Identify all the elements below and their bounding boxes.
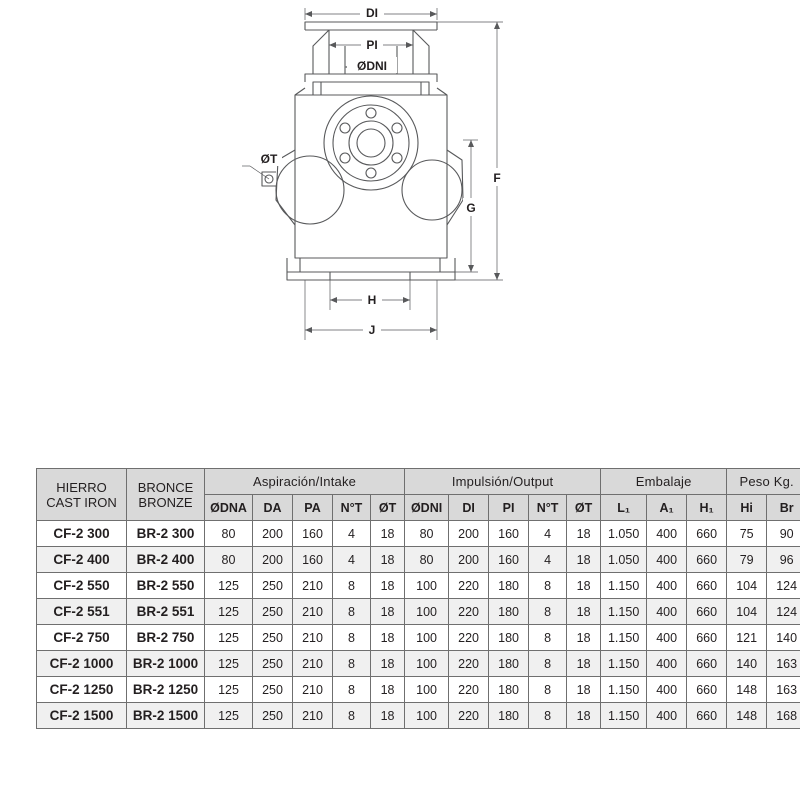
cell-model-bronze: BR-2 1000 (127, 651, 205, 677)
cell-di: 220 (449, 599, 489, 625)
cell-nt-a: 8 (333, 599, 371, 625)
cell-model-iron: CF-2 1000 (37, 651, 127, 677)
cell-nt-a: 8 (333, 677, 371, 703)
header-a1: A₁ (647, 495, 687, 521)
cell-br: 163 (767, 651, 800, 677)
table-row (37, 703, 800, 729)
cell-hi: 104 (727, 573, 767, 599)
cell-odna: 125 (205, 599, 253, 625)
cell-di: 220 (449, 651, 489, 677)
dim-label-g: G (466, 201, 476, 215)
header-odni: ØDNI (405, 495, 449, 521)
cell-hi: 121 (727, 625, 767, 651)
cell-pa: 210 (293, 625, 333, 651)
cell-pa: 160 (293, 547, 333, 573)
cell-nt-i: 4 (529, 547, 567, 573)
cell-nt-i: 8 (529, 677, 567, 703)
cell-a1: 400 (647, 573, 687, 599)
dim-label-di: DI (366, 6, 378, 20)
specification-table (36, 468, 798, 729)
cell-model-iron: CF-2 400 (37, 547, 127, 573)
dim-label-ot: ØT (260, 152, 278, 166)
dim-label-odni: ØDNI (357, 59, 387, 73)
cell-pa: 210 (293, 599, 333, 625)
cell-ot-i: 18 (567, 573, 601, 599)
header-nt-intake: N°T (333, 495, 371, 521)
cell-model-iron: CF-2 750 (37, 625, 127, 651)
cell-model-iron: CF-2 1250 (37, 677, 127, 703)
cell-ot-i: 18 (567, 521, 601, 547)
cell-model-bronze: BR-2 1500 (127, 703, 205, 729)
cell-nt-a: 4 (333, 521, 371, 547)
cell-h1: 660 (687, 547, 727, 573)
cell-ot-a: 18 (371, 677, 405, 703)
header-group-output: Impulsión/Output (405, 469, 601, 495)
cell-nt-a: 8 (333, 625, 371, 651)
cell-l1: 1.150 (601, 677, 647, 703)
cell-a1: 400 (647, 703, 687, 729)
cell-model-iron: CF-2 1500 (37, 703, 127, 729)
cell-nt-i: 8 (529, 703, 567, 729)
dim-label-h: H (367, 293, 377, 307)
table-header-group-row (37, 469, 800, 495)
header-hi: Hi (727, 495, 767, 521)
cell-di: 220 (449, 703, 489, 729)
cell-odni: 100 (405, 703, 449, 729)
cell-nt-i: 8 (529, 625, 567, 651)
cell-h1: 660 (687, 677, 727, 703)
cell-da: 200 (253, 547, 293, 573)
header-material-bronze-line1: BRONCE (137, 479, 194, 495)
header-material-iron-line1: HIERRO (56, 479, 107, 495)
cell-h1: 660 (687, 599, 727, 625)
cell-ot-a: 18 (371, 521, 405, 547)
cell-ot-a: 18 (371, 573, 405, 599)
header-group-packing: Embalaje (601, 469, 727, 495)
cell-odna: 80 (205, 547, 253, 573)
cell-odni: 100 (405, 625, 449, 651)
cell-model-bronze: BR-2 550 (127, 573, 205, 599)
cell-ot-a: 18 (371, 651, 405, 677)
cell-a1: 400 (647, 521, 687, 547)
cell-pi: 180 (489, 625, 529, 651)
cell-l1: 1.150 (601, 573, 647, 599)
cell-br: 168 (767, 703, 800, 729)
table-row (37, 521, 800, 547)
table-row (37, 599, 800, 625)
cell-di: 200 (449, 521, 489, 547)
header-l1: L₁ (601, 495, 647, 521)
cell-model-bronze: BR-2 551 (127, 599, 205, 625)
cell-a1: 400 (647, 599, 687, 625)
header-pa: PA (293, 495, 333, 521)
cell-hi: 148 (727, 703, 767, 729)
cell-pa: 210 (293, 677, 333, 703)
header-material-iron (37, 469, 127, 521)
cell-h1: 660 (687, 625, 727, 651)
table-row (37, 625, 800, 651)
cell-ot-i: 18 (567, 677, 601, 703)
cell-da: 250 (253, 599, 293, 625)
cell-odna: 125 (205, 651, 253, 677)
table-row (37, 573, 800, 599)
header-material-iron-line2: CAST IRON (46, 494, 117, 510)
cell-model-bronze: BR-2 1250 (127, 677, 205, 703)
header-ot-intake: ØT (371, 495, 405, 521)
cell-h1: 660 (687, 521, 727, 547)
cell-br: 124 (767, 599, 800, 625)
cell-di: 220 (449, 573, 489, 599)
cell-h1: 660 (687, 573, 727, 599)
cell-ot-a: 18 (371, 703, 405, 729)
cell-pi: 180 (489, 599, 529, 625)
cell-l1: 1.150 (601, 625, 647, 651)
cell-odni: 100 (405, 599, 449, 625)
cell-ot-a: 18 (371, 599, 405, 625)
cell-l1: 1.150 (601, 703, 647, 729)
cell-ot-i: 18 (567, 599, 601, 625)
cell-da: 200 (253, 521, 293, 547)
cell-pa: 210 (293, 573, 333, 599)
cell-nt-a: 8 (333, 703, 371, 729)
cell-a1: 400 (647, 651, 687, 677)
header-group-weight: Peso Kg. (727, 469, 800, 495)
cell-nt-a: 8 (333, 573, 371, 599)
cell-hi: 148 (727, 677, 767, 703)
cell-nt-i: 4 (529, 521, 567, 547)
cell-a1: 400 (647, 625, 687, 651)
cell-da: 250 (253, 573, 293, 599)
cell-a1: 400 (647, 547, 687, 573)
table-row (37, 547, 800, 573)
cell-l1: 1.050 (601, 521, 647, 547)
cell-pi: 160 (489, 521, 529, 547)
header-material-bronze (127, 469, 205, 521)
cell-di: 200 (449, 547, 489, 573)
dim-label-j: J (368, 323, 376, 337)
cell-h1: 660 (687, 703, 727, 729)
cell-odni: 80 (405, 547, 449, 573)
cell-odni: 80 (405, 521, 449, 547)
cell-da: 250 (253, 651, 293, 677)
cell-pa: 160 (293, 521, 333, 547)
cell-nt-i: 8 (529, 651, 567, 677)
cell-odni: 100 (405, 573, 449, 599)
cell-pa: 210 (293, 703, 333, 729)
cell-br: 140 (767, 625, 800, 651)
cell-model-bronze: BR-2 300 (127, 521, 205, 547)
cell-ot-i: 18 (567, 651, 601, 677)
cell-ot-i: 18 (567, 625, 601, 651)
header-h1: H₁ (687, 495, 727, 521)
cell-nt-a: 8 (333, 651, 371, 677)
header-da: DA (253, 495, 293, 521)
cell-h1: 660 (687, 651, 727, 677)
cell-ot-a: 18 (371, 547, 405, 573)
cell-pa: 210 (293, 651, 333, 677)
cell-pi: 180 (489, 677, 529, 703)
cell-nt-a: 4 (333, 547, 371, 573)
cell-model-bronze: BR-2 750 (127, 625, 205, 651)
cell-odna: 125 (205, 573, 253, 599)
header-pi: PI (489, 495, 529, 521)
cell-br: 90 (767, 521, 800, 547)
cell-hi: 75 (727, 521, 767, 547)
cell-pi: 180 (489, 573, 529, 599)
header-odna: ØDNA (205, 495, 253, 521)
cell-nt-i: 8 (529, 573, 567, 599)
cell-hi: 104 (727, 599, 767, 625)
cell-br: 96 (767, 547, 800, 573)
cell-di: 220 (449, 677, 489, 703)
cell-model-iron: CF-2 300 (37, 521, 127, 547)
header-material-bronze-line2: BRONZE (138, 494, 193, 510)
cell-di: 220 (449, 625, 489, 651)
cell-odni: 100 (405, 651, 449, 677)
cell-hi: 140 (727, 651, 767, 677)
cell-da: 250 (253, 703, 293, 729)
cell-model-bronze: BR-2 400 (127, 547, 205, 573)
cell-ot-i: 18 (567, 547, 601, 573)
cell-ot-a: 18 (371, 625, 405, 651)
cell-br: 163 (767, 677, 800, 703)
cell-pi: 160 (489, 547, 529, 573)
cell-hi: 79 (727, 547, 767, 573)
cell-da: 250 (253, 625, 293, 651)
cell-pi: 180 (489, 651, 529, 677)
cell-odna: 125 (205, 625, 253, 651)
cell-a1: 400 (647, 677, 687, 703)
cell-l1: 1.150 (601, 599, 647, 625)
cell-odna: 80 (205, 521, 253, 547)
header-br: Br (767, 495, 800, 521)
cell-odna: 125 (205, 703, 253, 729)
header-ot-output: ØT (567, 495, 601, 521)
header-group-intake: Aspiración/Intake (205, 469, 405, 495)
cell-l1: 1.050 (601, 547, 647, 573)
cell-model-iron: CF-2 550 (37, 573, 127, 599)
header-di: DI (449, 495, 489, 521)
spec-table (36, 468, 800, 729)
cell-pi: 180 (489, 703, 529, 729)
cell-l1: 1.150 (601, 651, 647, 677)
dim-label-f: F (493, 171, 501, 185)
cell-ot-i: 18 (567, 703, 601, 729)
header-nt-output: N°T (529, 495, 567, 521)
cell-odni: 100 (405, 677, 449, 703)
cell-model-iron: CF-2 551 (37, 599, 127, 625)
cell-da: 250 (253, 677, 293, 703)
cell-odna: 125 (205, 677, 253, 703)
dim-label-pi: PI (366, 38, 378, 52)
table-body (37, 521, 800, 729)
cell-br: 124 (767, 573, 800, 599)
table-row (37, 651, 800, 677)
cell-nt-i: 8 (529, 599, 567, 625)
table-row (37, 677, 800, 703)
